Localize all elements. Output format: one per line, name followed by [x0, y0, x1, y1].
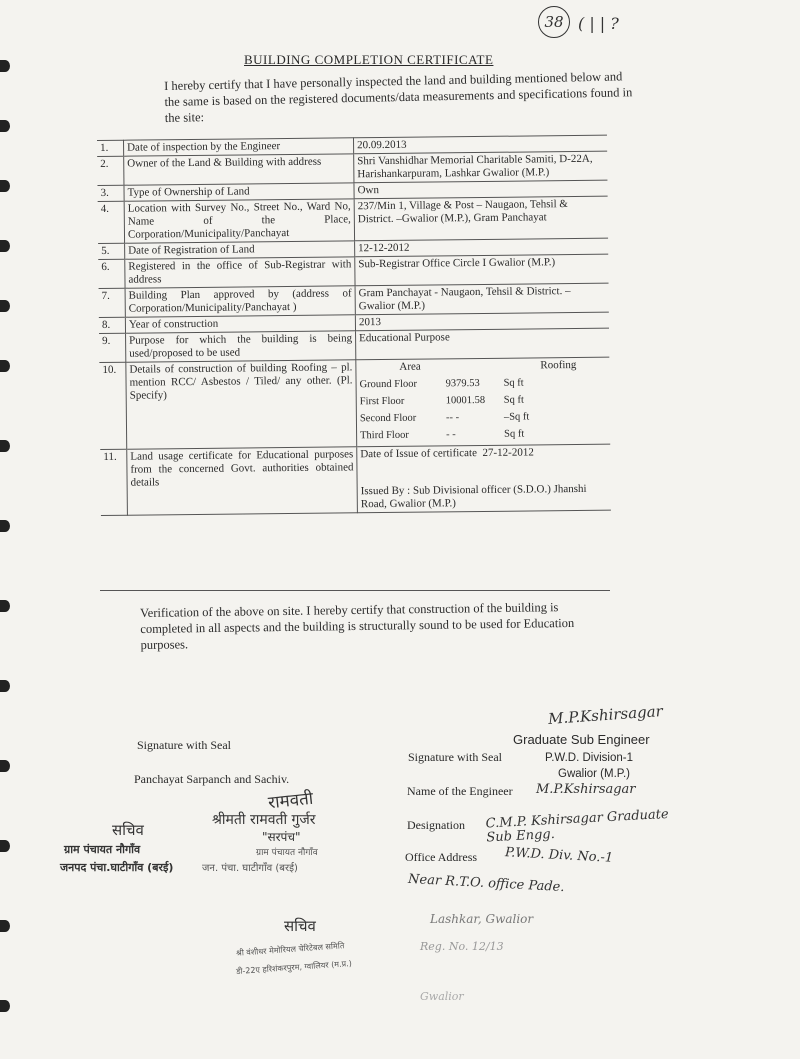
row-label: Land usage certificate for Educational purposes from the concerned Govt. authorities obtained details	[127, 447, 358, 515]
samiti-seal-sachiv: सचिव	[284, 917, 316, 935]
punch-hole	[0, 180, 10, 192]
left-sig-role: Panchayat Sarpanch and Sachiv.	[134, 772, 290, 786]
row-label: Building Plan approved by (address of Corporation/Municipality/Panchayat )	[125, 286, 355, 317]
floor-name: First Floor	[359, 395, 405, 408]
panchayat-stamp-line2: जनपद पंचा.घाटीगाँव (बरई)	[60, 861, 174, 874]
land-usage-details	[357, 444, 611, 513]
punch-hole	[0, 600, 10, 612]
row-number: 7.	[99, 288, 126, 317]
row-number: 2.	[97, 156, 124, 185]
table-row	[98, 196, 608, 243]
punch-hole	[0, 120, 10, 132]
page-mark-number: 38	[544, 13, 564, 31]
row-label: Year of construction	[125, 315, 355, 333]
row-number: 1.	[97, 140, 124, 156]
row-value: Gram Panchayat - Naugaon, Tehsil & District. –Gwalior (M.P.)	[355, 283, 609, 315]
samiti-seal-line2: डी-22ए हरिशंकरपुरम, ग्वालियर (म.प्र.)	[235, 958, 353, 977]
row-label: Purpose for which the building is being used/proposed to be used	[126, 331, 356, 362]
floor-areas	[356, 357, 610, 447]
floor-unit: –Sq ft	[503, 411, 530, 423]
row-number: 4.	[98, 201, 125, 243]
row-number: 8.	[99, 317, 126, 333]
row-label: Date of inspection by the Engineer	[124, 138, 354, 156]
verification-paragraph: Verification of the above on site. I hereby certify that construction of the building is completed in all aspects and the building is structurally sound to be used for Education purposes.	[140, 600, 575, 652]
intro-paragraph: I hereby certify that I have personally inspected the land and building mentioned below and the same is based on the registered documents/data measurements and specifications found in the site:	[164, 69, 633, 125]
punch-hole	[0, 300, 10, 312]
document-title: BUILDING COMPLETION CERTIFICATE	[244, 52, 494, 67]
punch-hole	[0, 920, 10, 932]
issued-by: Issued By : Sub Divisional officer (S.D.O.) Jhanshi Road, Gwalior (M.P.)	[360, 482, 587, 511]
office-address-line2: Near R.T.O. office Pade.	[407, 871, 565, 896]
row-value: 2013	[355, 312, 609, 331]
row-label: Registered in the office of Sub-Registrar with address	[125, 257, 355, 288]
row-number: 9.	[99, 333, 126, 362]
floor-area: - -	[446, 429, 456, 441]
panchayat-stamp-line1: ग्राम पंचायत नौगाँव	[64, 843, 141, 856]
sarpanch-stamp-line1: ग्राम पंचायत नौगाँव	[256, 848, 318, 858]
engineer-name-value: M.P.Kshirsagar	[536, 782, 636, 797]
punch-hole	[0, 520, 10, 532]
designation-value: C.M.P. Kshirsagar Graduate Sub Engg.	[485, 806, 670, 846]
row-value: 237/Min 1, Village & Post – Naugaon, Tehsil & District. –Gwalior (M.P.), Gram Panchayat	[354, 196, 608, 241]
office-address-label: Office Address	[405, 850, 478, 864]
row-number: 5.	[98, 243, 125, 259]
row-label: Details of construction of building Roofing – pl. mention RCC/ Asbestos / Tiled/ any other. (Pl. Specify)	[126, 360, 357, 449]
row-label: Type of Ownership of Land	[124, 183, 354, 201]
sarpanch-stamp-line2: जन. पंचा. घाटीगाँव (बरई)	[202, 863, 298, 874]
engineer-handsig: M.P.Kshirsagar	[547, 702, 664, 728]
floor-name: Second Floor	[359, 412, 417, 425]
row-number: 10.	[99, 362, 126, 449]
row-value: Own	[354, 180, 608, 199]
punch-hole	[0, 440, 10, 452]
sarpanch-name: श्रीमती रामवती गुर्जर	[212, 812, 316, 828]
office-address-line3: Lashkar, Gwalior	[430, 912, 534, 926]
page-mark	[538, 6, 570, 38]
row-value: Educational Purpose	[356, 328, 610, 360]
sachiv-signature: सचिव	[112, 821, 144, 839]
divider-line	[100, 590, 610, 591]
floor-unit: Sq ft	[504, 428, 525, 440]
samiti-seal-line1: श्री वंशीधर मेमोरियल चेरिटेबल समिति	[235, 941, 345, 958]
row-value: 12-12-2012	[355, 238, 609, 257]
floor-area: 10001.58	[445, 394, 486, 407]
punch-hole	[0, 1000, 10, 1012]
row-number: 3.	[97, 185, 124, 201]
row-label: Location with Survey No., Street No., Ward No, Name of the Place, Corporation/Municipality/Panchayat	[124, 199, 354, 243]
roofing-header: Roofing	[540, 358, 577, 372]
certificate-table	[97, 135, 611, 516]
issue-date-label: Date of Issue of certificate	[360, 447, 478, 461]
floor-unit: Sq ft	[503, 377, 524, 389]
floor-area: 9379.53	[445, 378, 480, 390]
faint-note-2: Gwalior	[420, 990, 464, 1003]
engineer-stamp-line1: Graduate Sub Engineer	[513, 732, 650, 747]
issue-date-value: 27-12-2012	[482, 446, 534, 459]
punch-hole	[0, 360, 10, 372]
punch-hole	[0, 840, 10, 852]
faint-note-1: Reg. No. 12/13	[420, 940, 504, 953]
table-row-11	[100, 444, 611, 515]
designation-label: Designation	[407, 818, 465, 832]
row-label: Date of Registration of Land	[125, 241, 355, 259]
left-sig-label: Signature with Seal	[137, 738, 231, 752]
row-number: 11.	[100, 449, 127, 515]
row-value: Sub-Registrar Office Circle I Gwalior (M.P.)	[355, 254, 609, 286]
page-mark-extra: ( | | ?	[578, 14, 619, 33]
punch-hole	[0, 240, 10, 252]
row-value: Shri Vanshidhar Memorial Charitable Samiti, D-22A, Harishankarpuram, Lashkar Gwalior (M.P.)	[354, 151, 608, 183]
right-sig-label: Signature with Seal	[408, 750, 502, 764]
row-label: Owner of the Land & Building with address	[124, 154, 354, 185]
punch-hole	[0, 680, 10, 692]
row-value: 20.09.2013	[353, 135, 607, 154]
punch-hole	[0, 760, 10, 772]
floor-area: -- -	[445, 412, 460, 424]
floor-name: Third Floor	[360, 429, 409, 442]
table-row-10	[99, 357, 610, 449]
engineer-name-label: Name of the Engineer	[407, 784, 513, 798]
row-number: 6.	[98, 259, 125, 288]
office-address-value: P.W.D. Div. No.-1	[504, 845, 614, 866]
area-header: Area	[399, 360, 421, 373]
sarpanch-title: "सरपंच"	[262, 830, 301, 844]
punch-hole	[0, 60, 10, 72]
engineer-stamp-line3: Gwalior (M.P.)	[558, 768, 630, 780]
engineer-stamp-line2: P.W.D. Division-1	[545, 752, 633, 764]
sarpanch-handsig: रामवती	[267, 788, 315, 814]
floor-unit: Sq ft	[503, 394, 524, 406]
floor-name: Ground Floor	[359, 378, 418, 391]
